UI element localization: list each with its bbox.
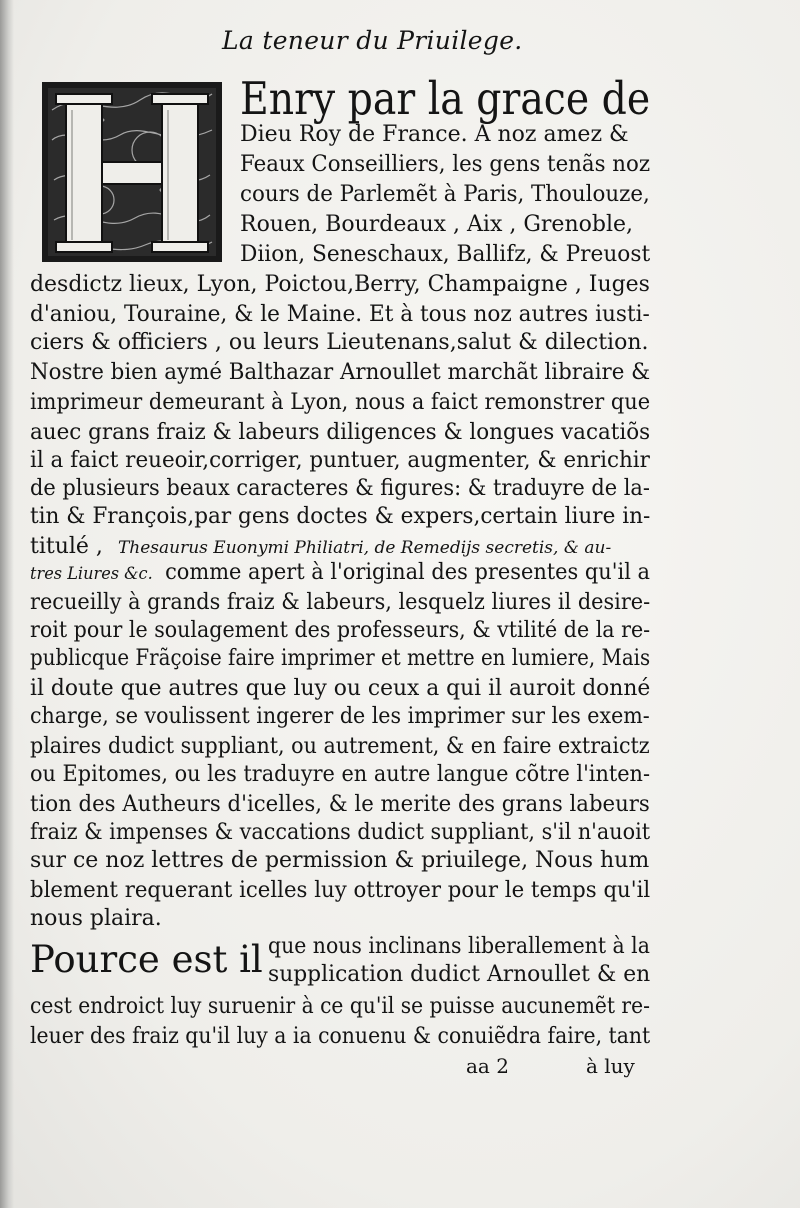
text-line: il a faict reueoir,corriger, puntuer, augmenter, & enrichir <box>30 448 650 473</box>
text-line: roit pour le soulagement des professeurs, & vtilité de la re- <box>30 618 651 643</box>
text-line: publicque Frãçoise faire imprimer et mettre en lumiere, Mais <box>30 646 651 671</box>
text-line-italic <box>30 534 611 561</box>
italic-fragment: tres Liures &c. <box>30 564 153 584</box>
book-title-italic: Thesaurus Euonymi Philiatri, de Remedijs secretis, & au- <box>117 538 612 558</box>
text-line: que nous inclinans liberallement à la <box>268 934 650 959</box>
text-line: supplication dudict Arnoullet & en <box>268 962 651 987</box>
text-line: Dieu Roy de France. A noz amez & <box>240 122 629 147</box>
opening-line: Enry par la grace de <box>240 72 651 125</box>
text-line: Diion, Seneschaux, Ballifz, & Preuost <box>240 242 651 267</box>
text-line: blement requerant icelles luy ottroyer pour le temps qu'il <box>30 878 651 903</box>
text-line <box>30 560 650 587</box>
running-head: La teneur du Priuilege. <box>222 26 523 55</box>
text-line: recueilly à grands fraiz & labeurs, lesquelz liures il desire- <box>30 590 651 615</box>
text-line: fraiz & impenses & vaccations dudict suppliant, s'il n'auoit <box>30 820 651 845</box>
text-line: sur ce noz lettres de permission & priuilege, Nous hum <box>30 848 650 873</box>
text-line: Feaux Conseilliers, les gens tenãs noz <box>240 152 651 177</box>
text-line: nous plaira. <box>30 906 162 931</box>
text-line: ou Epitomes, ou les traduyre en autre langue cõtre l'inten- <box>30 762 650 787</box>
text-line: charge, se voulissent ingerer de les imprimer sur les exem- <box>30 704 650 729</box>
text-line: cours de Parlemẽt à Paris, Thoulouze, <box>240 182 650 207</box>
text-line: il doute que autres que luy ou ceux a qui il auroit donné <box>30 676 651 701</box>
text-line: imprimeur demeurant à Lyon, nous a faict remonstrer que <box>30 390 651 415</box>
signature-mark: aa 2 <box>466 1054 509 1078</box>
text-fragment: titulé , <box>30 534 103 559</box>
decorated-initial-h <box>40 80 224 264</box>
text-line: tion des Autheurs d'icelles, & le merite des grans labeurs <box>30 792 650 817</box>
text-line: Rouen, Bourdeaux , Aix , Grenoble, <box>240 212 633 237</box>
text-line: desdictz lieux, Lyon, Poictou,Berry, Champaigne , Iuges <box>30 272 650 297</box>
page-gutter-shadow <box>0 0 14 1208</box>
text-line: ciers & officiers , ou leurs Lieutenans,salut & dilection. <box>30 330 649 355</box>
text-line: de plusieurs beaux caracteres & figures: & traduyre de la- <box>30 476 650 501</box>
text-line: cest endroict luy suruenir à ce qu'il se puisse aucunemẽt re- <box>30 994 650 1019</box>
text-line: auec grans fraiz & labeurs diligences & longues vacatiõs <box>30 420 651 445</box>
pource-heading: Pource est il <box>30 938 263 981</box>
text-line: d'aniou, Touraine, & le Maine. Et à tous noz autres iusti- <box>30 302 650 327</box>
text-line: plaires dudict suppliant, ou autrement, & en faire extraictz <box>30 734 650 759</box>
text-line: tin & François,par gens doctes & expers,certain liure in- <box>30 504 651 529</box>
text-fragment: comme apert à l'original des presentes qu'il a <box>165 560 650 585</box>
text-line: leuer des fraiz qu'il luy a ia conuenu & conuiẽdra faire, tant <box>30 1024 651 1049</box>
catchword: à luy <box>586 1054 635 1078</box>
text-line: Nostre bien aymé Balthazar Arnoullet marchãt libraire & <box>30 360 651 385</box>
